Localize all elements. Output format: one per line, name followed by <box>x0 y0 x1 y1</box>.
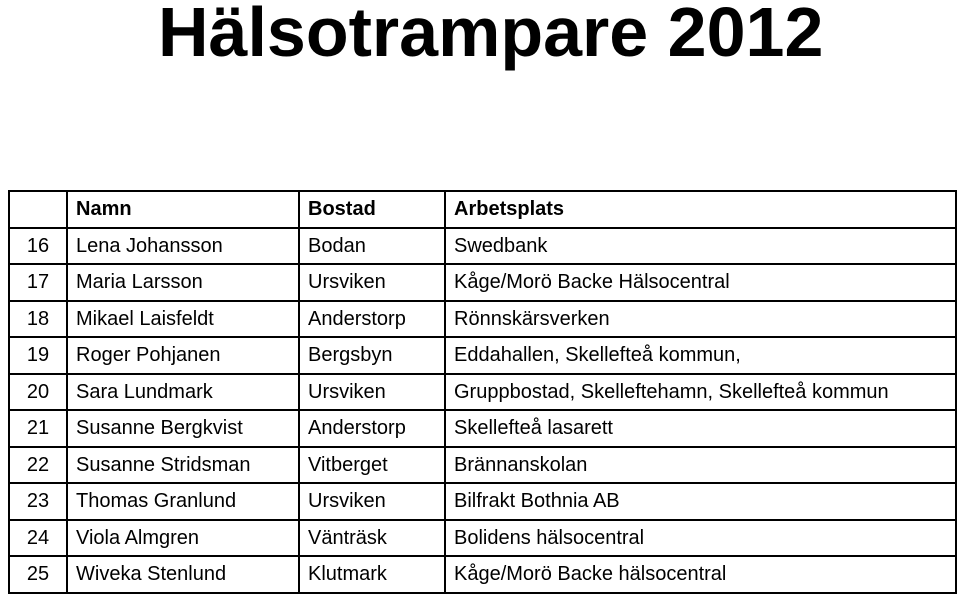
row-workplace: Brännanskolan <box>445 447 956 484</box>
row-residence: Anderstorp <box>299 301 445 338</box>
row-residence: Bergsbyn <box>299 337 445 374</box>
row-name: Wiveka Stenlund <box>67 556 299 593</box>
row-number: 21 <box>9 410 67 447</box>
table-row <box>9 483 956 520</box>
row-residence: Ursviken <box>299 483 445 520</box>
row-residence: Klutmark <box>299 556 445 593</box>
header-number <box>9 191 67 228</box>
row-number: 23 <box>9 483 67 520</box>
row-number: 19 <box>9 337 67 374</box>
row-number: 25 <box>9 556 67 593</box>
row-workplace: Kåge/Morö Backe Hälsocentral <box>445 264 956 301</box>
row-number: 16 <box>9 228 67 265</box>
row-number: 24 <box>9 520 67 557</box>
row-name: Susanne Stridsman <box>67 447 299 484</box>
row-name: Maria Larsson <box>67 264 299 301</box>
row-residence: Ursviken <box>299 374 445 411</box>
row-residence: Vänträsk <box>299 520 445 557</box>
row-name: Lena Johansson <box>67 228 299 265</box>
table-row <box>9 228 956 265</box>
table-row <box>9 447 956 484</box>
row-workplace: Bilfrakt Bothnia AB <box>445 483 956 520</box>
row-name: Thomas Granlund <box>67 483 299 520</box>
row-workplace: Bolidens hälsocentral <box>445 520 956 557</box>
row-name: Mikael Laisfeldt <box>67 301 299 338</box>
table-header-row <box>9 191 956 228</box>
row-workplace: Rönnskärsverken <box>445 301 956 338</box>
table-row <box>9 337 956 374</box>
row-residence: Bodan <box>299 228 445 265</box>
participants-table <box>8 190 957 594</box>
row-number: 17 <box>9 264 67 301</box>
row-name: Sara Lundmark <box>67 374 299 411</box>
row-number: 20 <box>9 374 67 411</box>
row-name: Roger Pohjanen <box>67 337 299 374</box>
row-name: Viola Almgren <box>67 520 299 557</box>
page-title: Hälsotrampare 2012 <box>158 0 824 71</box>
table-row <box>9 556 956 593</box>
row-workplace: Kåge/Morö Backe hälsocentral <box>445 556 956 593</box>
table-row <box>9 520 956 557</box>
table-row <box>9 374 956 411</box>
row-number: 22 <box>9 447 67 484</box>
row-workplace: Eddahallen, Skellefteå kommun, <box>445 337 956 374</box>
row-workplace: Swedbank <box>445 228 956 265</box>
table-row <box>9 264 956 301</box>
participants-table-container <box>8 190 955 594</box>
row-residence: Vitberget <box>299 447 445 484</box>
row-residence: Anderstorp <box>299 410 445 447</box>
row-number: 18 <box>9 301 67 338</box>
row-name: Susanne Bergkvist <box>67 410 299 447</box>
row-residence: Ursviken <box>299 264 445 301</box>
row-workplace: Gruppbostad, Skelleftehamn, Skellefteå kommun <box>445 374 956 411</box>
header-residence: Bostad <box>299 191 445 228</box>
table-row <box>9 410 956 447</box>
row-workplace: Skellefteå lasarett <box>445 410 956 447</box>
table-row <box>9 301 956 338</box>
header-workplace: Arbetsplats <box>445 191 956 228</box>
header-name: Namn <box>67 191 299 228</box>
